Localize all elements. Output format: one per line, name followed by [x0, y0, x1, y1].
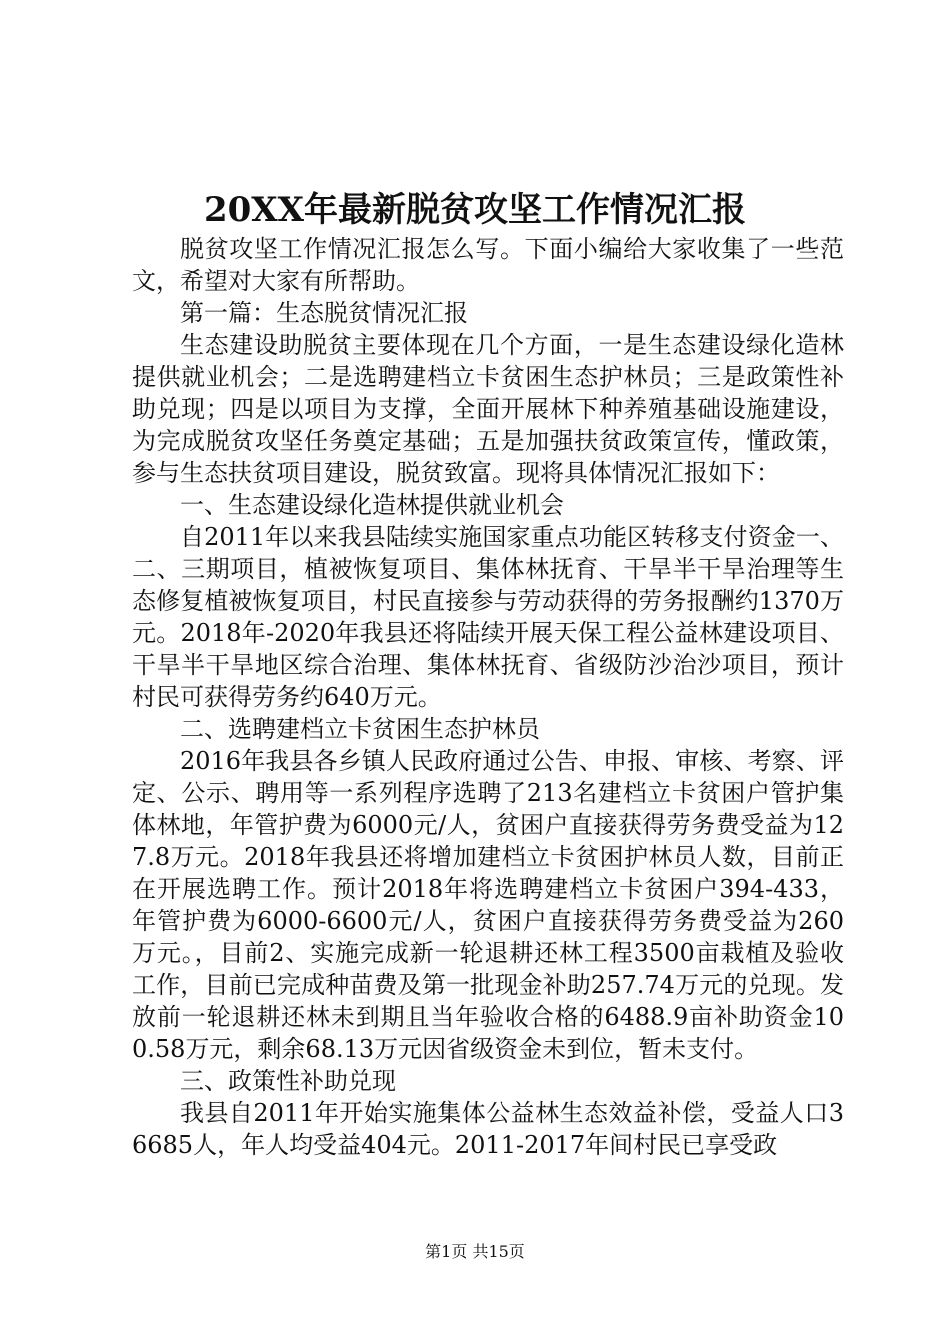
section-heading-1: 一、生态建设绿化造林提供就业机会: [180, 491, 564, 519]
section-heading-3: 三、政策性补助兑现: [180, 1067, 396, 1095]
section-heading-part-one: 第一篇：生态脱贫情况汇报: [180, 299, 468, 327]
document-body: [132, 233, 844, 1161]
section-heading-2: 二、选聘建档立卡贫困生态护林员: [180, 715, 540, 743]
paragraph-section-2: 2016年我县各乡镇人民政府通过公告、申报、审核、考察、评定、公示、聘用等一系列程序选聘了213名建档立卡贫困户管护集体林地，年管护费为6000元/人，贫困户直接获得劳务费受益为127.8万元。2018年我县还将增加建档立卡贫困护林员人数，目前正在开展选聘工作。预计2018年将选聘建档立卡贫困户394-433，年管护费为6000-6600元/人，贫困户直接获得劳务费受益为260万元。，目前2、实施完成新一轮退耕还林工程3500亩栽植及验收工作，目前已完成种苗费及第一批现金补助257.74万元的兑现。发放前一轮退耕还林未到期且当年验收合格的6488.9亩补助资金100.58万元，剩余68.13万元因省级资金未到位，暂未支付。: [132, 747, 844, 1063]
paragraph-section-3: 我县自2011年开始实施集体公益林生态效益补偿，受益人口36685人，年人均受益404元。2011-2017年间村民已享受政: [132, 1099, 844, 1159]
document-title: 20XX年最新脱贫攻坚工作情况汇报: [203, 190, 747, 230]
paragraph-intro: 脱贫攻坚工作情况汇报怎么写。下面小编给大家收集了一些范文，希望对大家有所帮助。: [132, 235, 844, 295]
paragraph-overview: 生态建设助脱贫主要体现在几个方面，一是生态建设绿化造林提供就业机会；二是选聘建档立卡贫困生态护林员；三是政策性补助兑现；四是以项目为支撑，全面开展林下种养殖基础设施建设，为完成脱贫攻坚任务奠定基础；五是加强扶贫政策宣传，懂政策，参与生态扶贫项目建设，脱贫致富。现将具体情况汇报如下：: [132, 331, 844, 487]
page-number-footer: 第1页 共15页: [425, 1242, 525, 1261]
paragraph-section-1: 自2011年以来我县陆续实施国家重点功能区转移支付资金一、二、三期项目，植被恢复项目、集体林抚育、干旱半干旱治理等生态修复植被恢复项目，村民直接参与劳动获得的劳务报酬约1370万元。2018年-2020年我县还将陆续开展天保工程公益林建设项目、干旱半干旱地区综合治理、集体林抚育、省级防沙治沙项目，预计村民可获得劳务约640万元。: [132, 523, 844, 711]
